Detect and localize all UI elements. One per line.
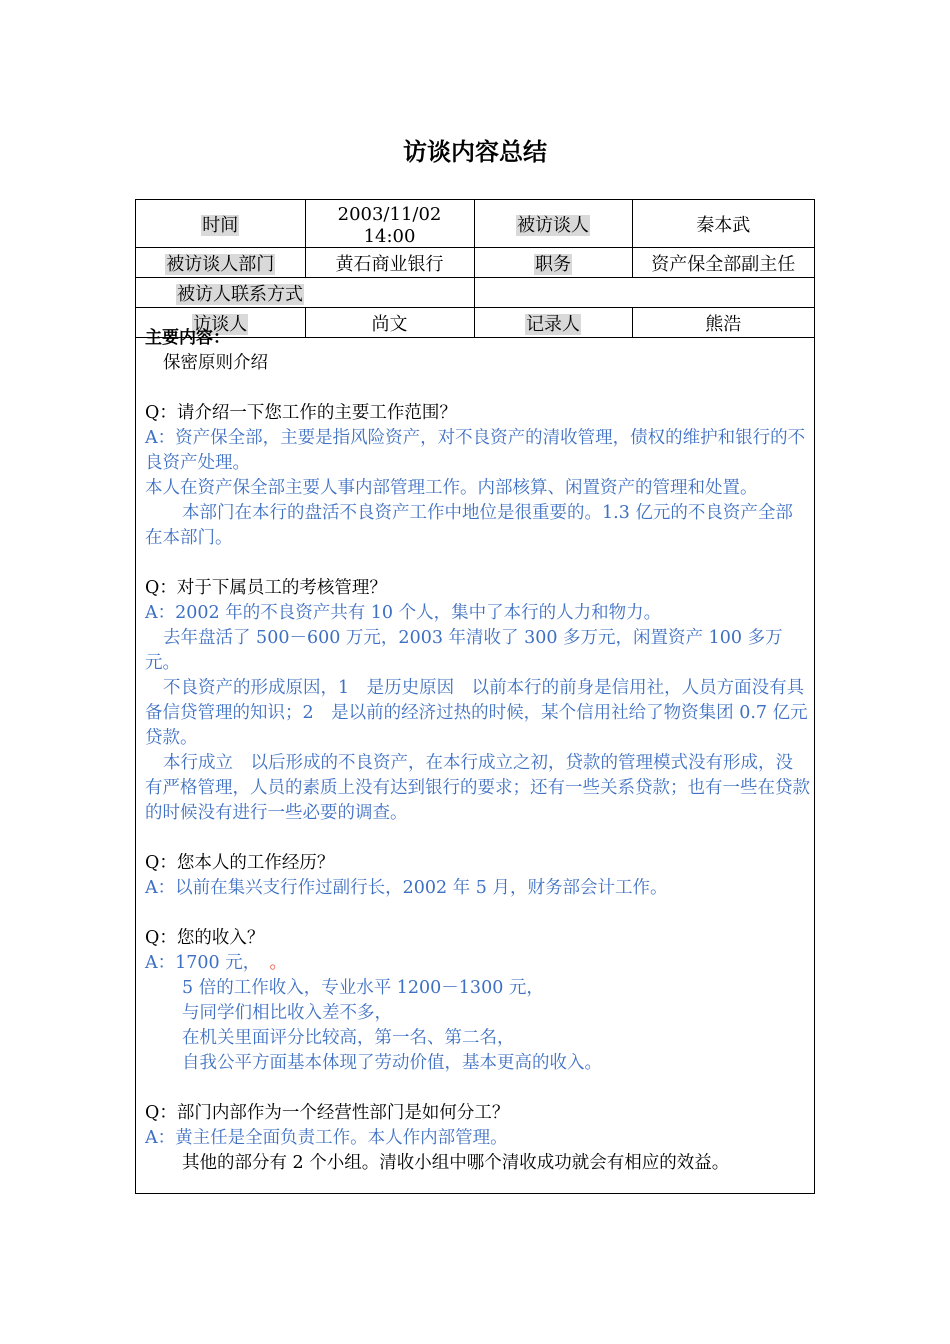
dept-label-cell — [136, 248, 305, 278]
info-row-contact — [136, 278, 814, 308]
time-value: 2003/11/02 14:00 — [305, 200, 474, 248]
dept-label: 被访谈人部门 — [166, 253, 275, 275]
answer-4-mark: 。 — [269, 953, 287, 973]
recorder-label: 记录人 — [526, 313, 580, 335]
answer-2-para-4: 本行成立 以后形成的不良资产，在本行成立之初，贷款的管理模式没有形成，没有严格管理，人员的素质上没有达到银行的要求；还有一些关系贷款；也有一些在贷款的时候没有进行一些必要的调查。 — [145, 753, 810, 823]
interviewer-value: 尚文 — [305, 308, 474, 338]
interview-content — [145, 326, 810, 1176]
answer-1-para-2: 本人在资产保全部主要人事内部管理工作。内部核算、闲置资产的管理和处置。 — [145, 478, 758, 498]
position-label: 职务 — [535, 253, 571, 275]
intro-text: 保密原则介绍 — [163, 353, 268, 373]
answer-5-line-2: 其他的部分有 2 个小组。清收小组中哪个清收成功就会有相应的效益。 — [182, 1153, 730, 1173]
answer-1-para-3: 本部门在本行的盘活不良资产工作中地位是很重要的。1.3 亿元的不良资产全部在本部门。 — [145, 503, 793, 548]
answer-2-para-2: 去年盘活了 500－600 万元，2003 年清收了 300 多万元，闲置资产 100 多万元。 — [145, 628, 783, 673]
position-label-cell — [474, 248, 632, 278]
document-title: 访谈内容总结 — [403, 138, 547, 166]
info-table — [136, 200, 814, 338]
interview-form — [135, 199, 815, 1194]
answer-4-text: A：1700 元， — [145, 953, 252, 973]
interviewee-label: 被访谈人 — [517, 214, 589, 236]
question-5: Q：部门内部作为一个经营性部门是如何分工？ — [145, 1103, 510, 1123]
interviewee-label-cell — [474, 200, 632, 248]
info-row-time — [136, 200, 814, 248]
time-label-cell — [136, 200, 305, 248]
question-1: Q：请介绍一下您工作的主要工作范围？ — [145, 403, 457, 423]
contact-value — [474, 278, 814, 308]
answer-3: A：以前在集兴支行作过副行长，2002 年 5 月，财务部会计工作。 — [145, 878, 668, 898]
answer-2-para-3: 不良资产的形成原因，1 是历史原因 以前本行的前身是信用社，人员方面没有具备信贷管理的知识；2 是以前的经济过热的时候，某个信用社给了物资集团 0.7 亿元贷款。 — [145, 678, 808, 748]
recorder-value: 熊浩 — [632, 308, 814, 338]
answer-5-line-1: A：黄主任是全面负责工作。本人作内部管理。 — [145, 1128, 508, 1148]
answer-2-para-1: A：2002 年的不良资产共有 10 个人，集中了本行的人力和物力。 — [145, 603, 662, 623]
question-2: Q：对于下属员工的考核管理？ — [145, 578, 387, 598]
interviewer-label: 访谈人 — [193, 313, 248, 335]
question-4: Q：您的收入？ — [145, 928, 265, 948]
answer-4-line-4: 在机关里面评分比较高，第一名、第二名， — [182, 1028, 515, 1048]
answer-4-line-5: 自我公平方面基本体现了劳动价值，基本更高的收入。 — [182, 1053, 602, 1073]
info-row-dept — [136, 248, 814, 278]
interviewee-value: 秦本武 — [632, 200, 814, 248]
question-3: Q：您本人的工作经历？ — [145, 853, 335, 873]
dept-value: 黄石商业银行 — [305, 248, 474, 278]
position-value: 资产保全部副主任 — [632, 248, 814, 278]
answer-4-line-2: 5 倍的工作收入，专业水平 1200－1300 元， — [182, 978, 544, 998]
contact-label: 被访人联系方式 — [177, 283, 303, 305]
content-heading: 主要内容： — [145, 328, 230, 348]
answer-4-line-1 — [145, 951, 810, 976]
answer-4-line-3: 与同学们相比收入差不多， — [182, 1003, 392, 1023]
answer-1-para-1: A：资产保全部，主要是指风险资产，对不良资产的清收管理，债权的维护和银行的不良资产处理。 — [145, 428, 806, 473]
time-label: 时间 — [202, 214, 239, 236]
contact-label-cell — [136, 278, 474, 308]
